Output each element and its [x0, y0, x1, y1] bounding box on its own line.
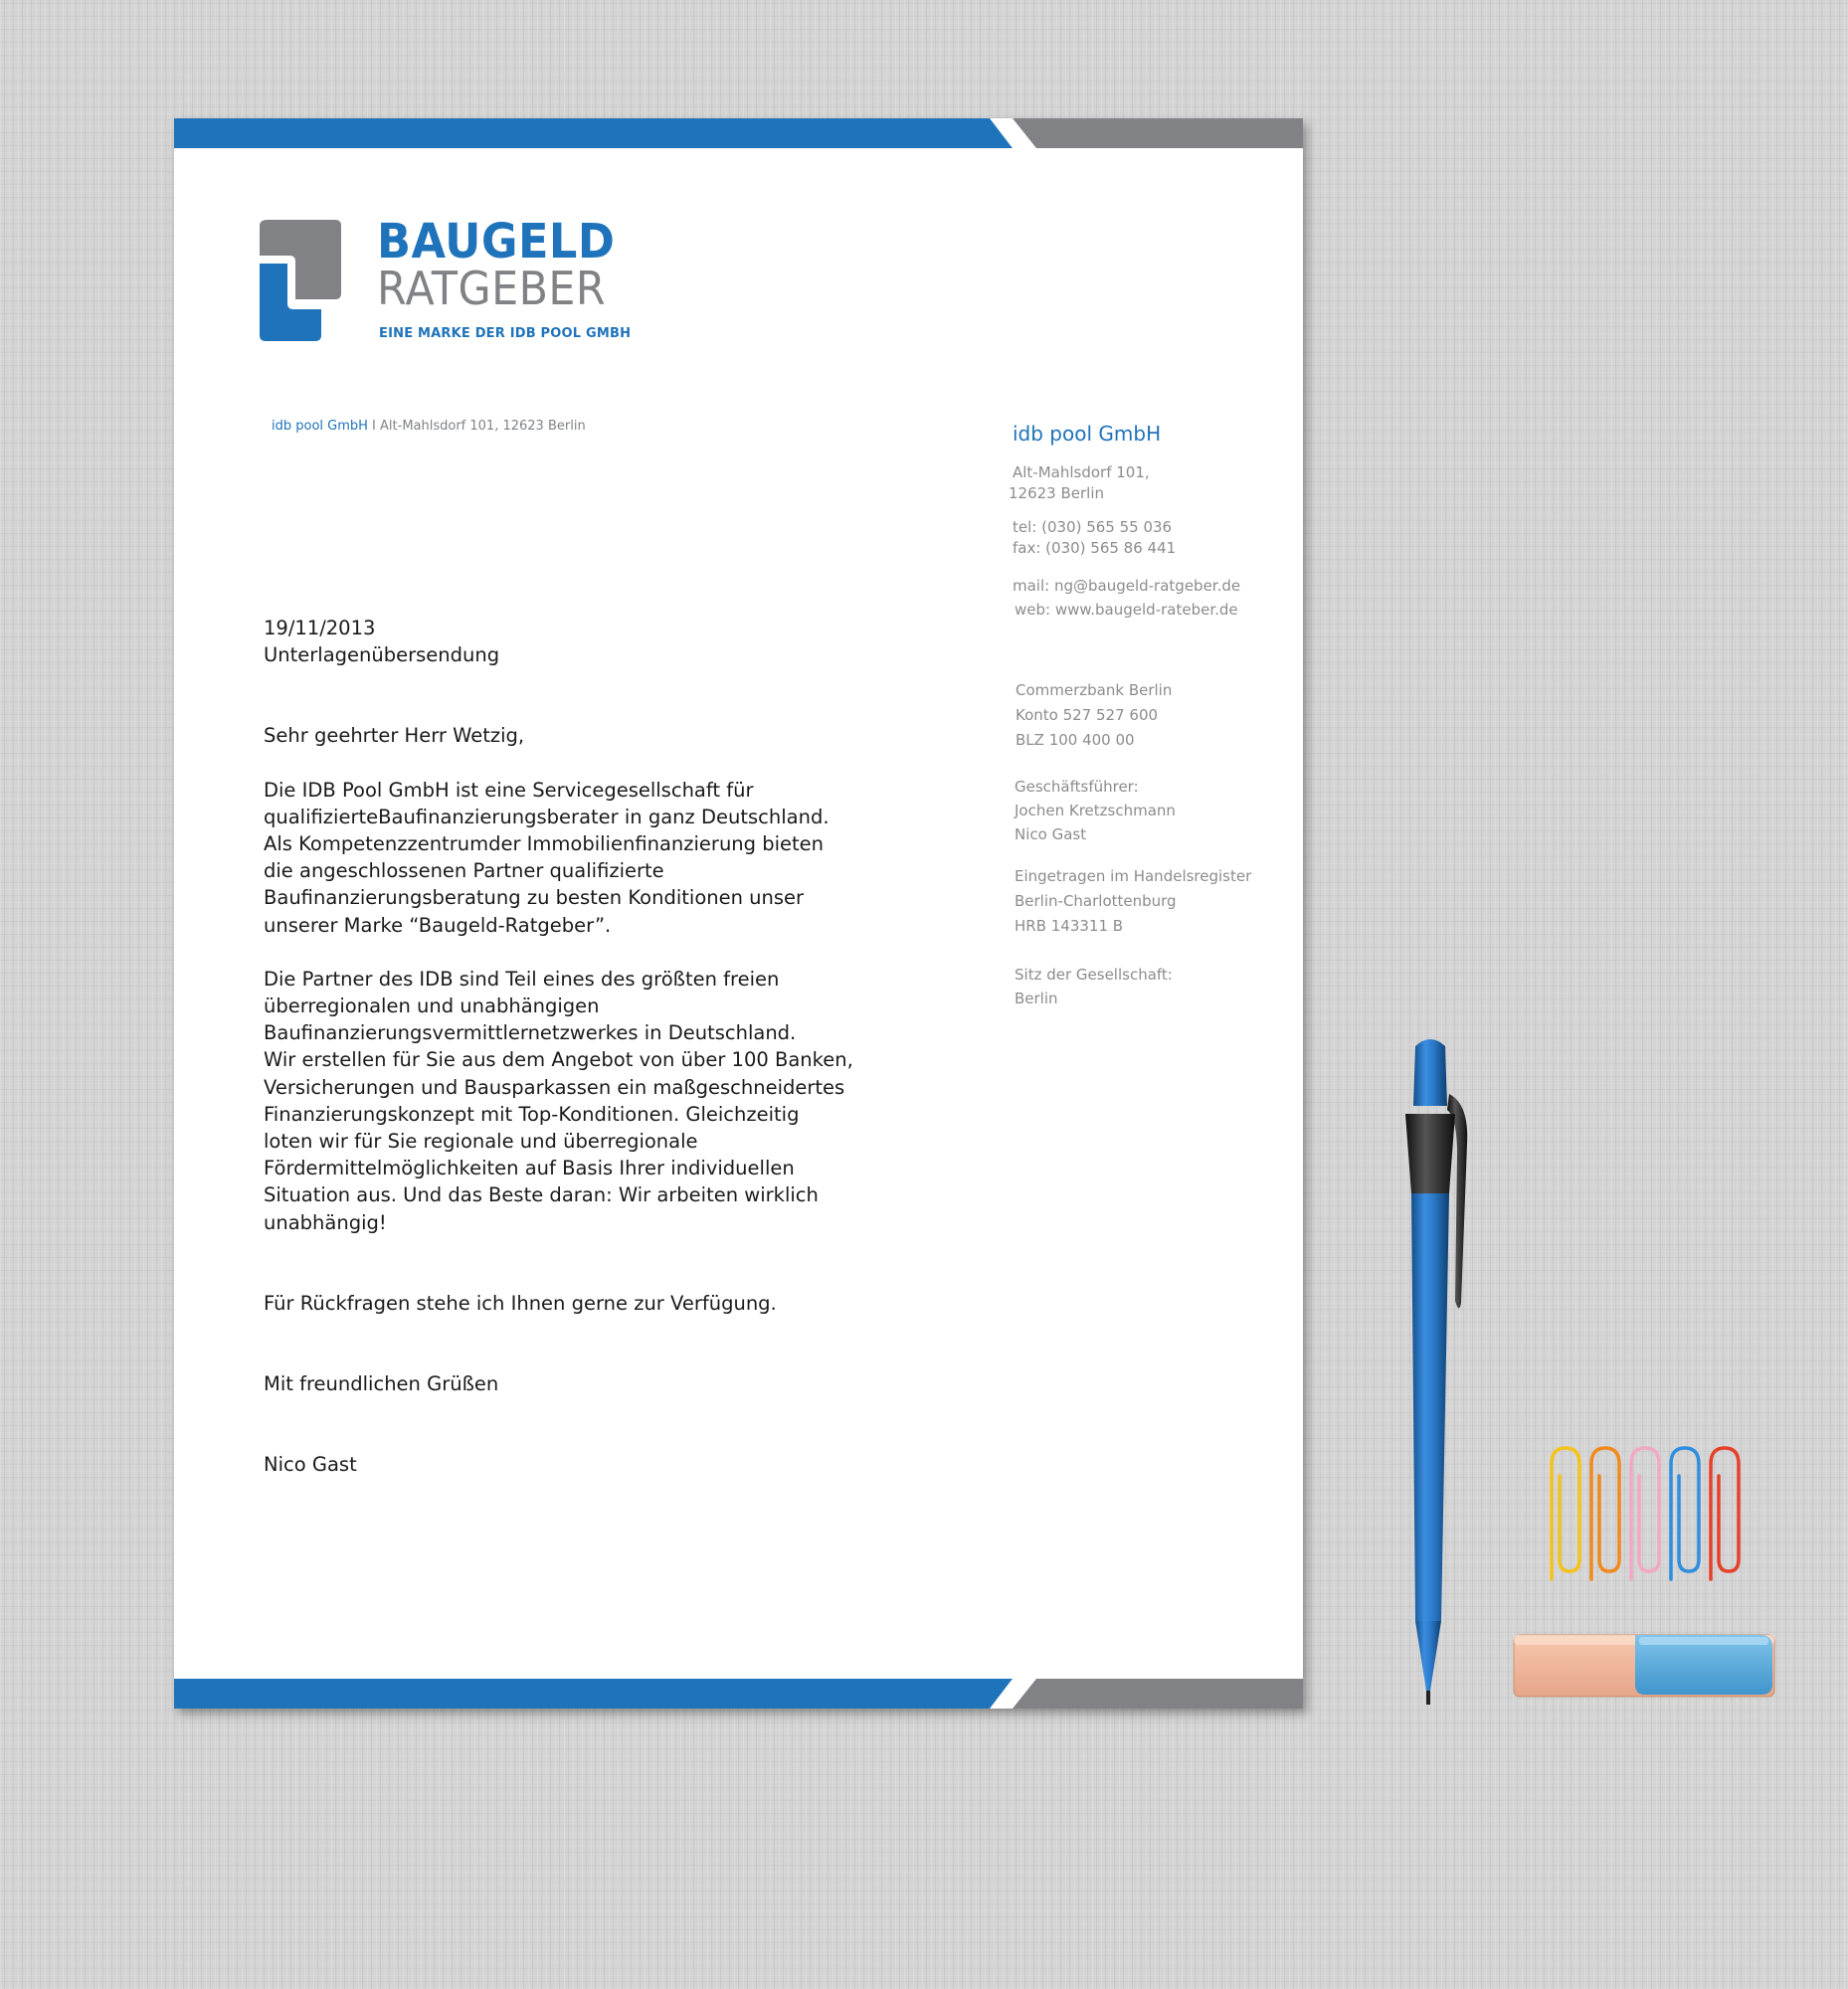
letter-date: 19/11/2013: [264, 617, 376, 639]
logo-tagline: EINE MARKE DER IDB POOL GMBH: [379, 326, 632, 341]
sidebar-fax-line: fax: (030) 565 86 441: [1013, 539, 1177, 557]
paperclips-icon: [1532, 1442, 1760, 1591]
sidebar-seat-line: Sitz der Gesellschaft:: [1015, 966, 1173, 984]
sender-address: Alt-Mahlsdorf 101, 12623 Berlin: [380, 419, 586, 434]
logo-mark-icon: [260, 220, 343, 341]
sidebar-management-line: Nico Gast: [1015, 825, 1087, 843]
letter-subject: Unterlagenübersendung: [264, 643, 500, 667]
sidebar-web-line: web: www.baugeld-rateber.de: [1015, 601, 1238, 619]
sidebar-contact: [1013, 576, 1240, 621]
letter-body: [264, 615, 880, 1478]
header-band: [174, 118, 1303, 148]
sidebar-bank-line: BLZ 100 400 00: [1016, 731, 1135, 749]
letter-closing-request: Für Rückfragen stehe ich Ihnen gerne zur Verfügung.: [264, 1291, 777, 1315]
letter-paragraph: Die Partner des IDB sind Teil eines des größten freien überregionalen und unabhängigen Baufinanzierungsvermittlernetzwerkes in Deutschland. Wir erstellen für Sie aus dem Angebot von über 100 Banken, Versicherungen und Bausparkassen ein maßgeschneidertes Finanzierungskonzept mit Top-Konditionen. Gleichzeitig loten wir für Sie regionale und überregionale Fördermittelmöglichkeiten auf Basis Ihrer individuellen Situation aus. Und das Beste daran: Wir arbeiten wirklich unabhängig!: [264, 967, 853, 1234]
logo-wordmark-secondary: RATGEBER: [377, 262, 607, 315]
sidebar-seat-line: Berlin: [1015, 990, 1058, 1007]
sidebar-register-line: HRB 143311 B: [1015, 917, 1124, 935]
sidebar-address-line: 12623 Berlin: [1009, 484, 1105, 502]
sidebar-phone: [1013, 517, 1176, 559]
sidebar-address: [1009, 462, 1150, 504]
pen-icon: [1397, 1034, 1477, 1711]
sidebar-phone-line: tel: (030) 565 55 036: [1013, 518, 1173, 536]
sender-company: idb pool GmbH: [272, 419, 368, 434]
eraser-icon: [1512, 1629, 1776, 1701]
sidebar-register-line: Eingetragen im Handelsregister: [1015, 867, 1252, 885]
sidebar-bank: [1016, 678, 1172, 753]
letterhead-page: [174, 118, 1303, 1709]
sidebar-bank-line: Konto 527 527 600: [1016, 706, 1159, 724]
sidebar-management-line: Jochen Kretzschmann: [1015, 802, 1176, 819]
sidebar-register-line: Berlin-Charlottenburg: [1015, 892, 1177, 910]
sidebar-management-line: Geschäftsführer:: [1015, 778, 1139, 796]
letter-signature: Nico Gast: [264, 1453, 357, 1477]
sidebar-address-line: Alt-Mahlsdorf 101,: [1013, 463, 1150, 481]
sidebar-seat: [1015, 963, 1173, 1010]
company-info-sidebar: [1009, 422, 1291, 1007]
sidebar-mail-line: mail: ng@baugeld-ratgeber.de: [1013, 577, 1241, 595]
footer-band: [174, 1679, 1303, 1709]
sidebar-management: [1015, 775, 1176, 846]
letter-paragraph: Die IDB Pool GmbH ist eine Servicegesellschaft für qualifizierteBaufinanzierungsberater in ganz Deutschland. Als Kompetenzzentrumder Immobilienfinanzierung bieten die angeschlossenen Partner qualifizierte Baufinanzierungsberatung zu besten Konditionen unser unserer Marke “Baugeld-Ratgeber”.: [264, 778, 830, 937]
sidebar-register: [1015, 864, 1251, 939]
sender-return-line: [272, 419, 586, 434]
sidebar-bank-line: Commerzbank Berlin: [1016, 681, 1173, 699]
logo-wordmark-primary: BAUGELD: [377, 214, 616, 270]
sender-separator: I: [367, 419, 381, 434]
sidebar-company-name: idb pool GmbH: [1013, 422, 1162, 446]
letter-salutation: Sehr geehrter Herr Wetzig,: [264, 724, 525, 748]
letter-closing: Mit freundlichen Grüßen: [264, 1372, 499, 1396]
